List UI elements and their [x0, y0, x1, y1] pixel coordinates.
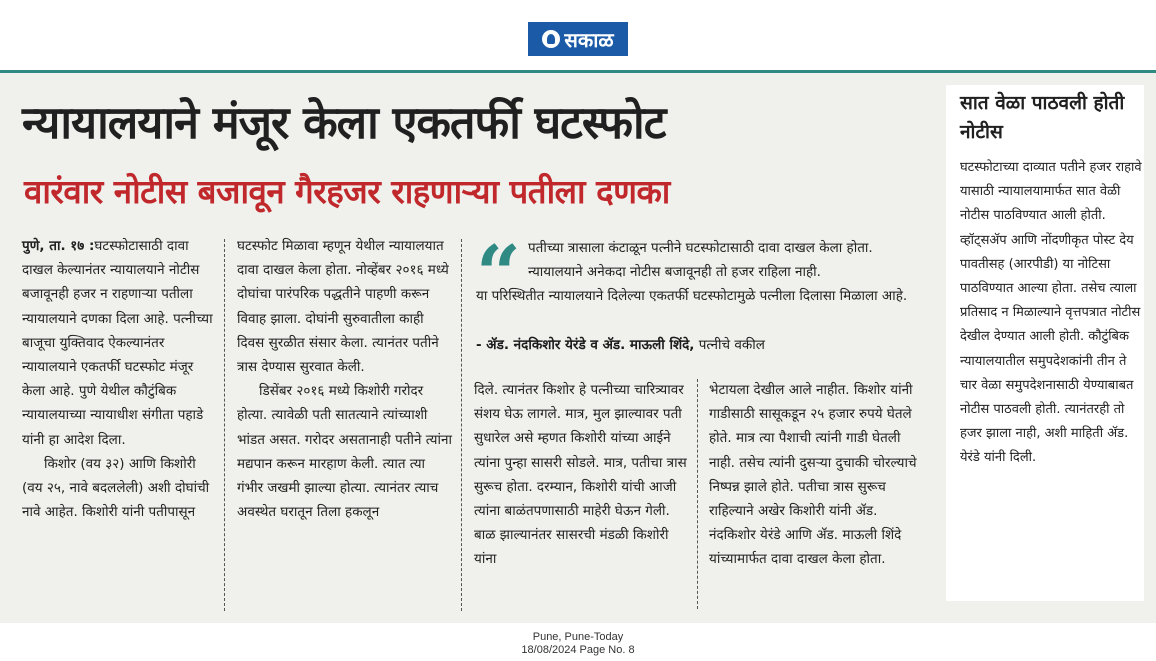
- sidebar-box: [946, 85, 1144, 601]
- column-2-paragraph-1: घटस्फोट मिळावा म्हणून येथील न्यायालयात दावा दाखल केला होता. नोव्हेंबर २०१६ मध्ये दोघांचा पारंपरिक पद्धतीने पाहणी करून विवाह झाला. दोघांनी सुरुवातीला काही दिवस सुरळीत संसार केला. त्यानंतर पतीने त्रास देण्यास सुरवात केली.: [237, 238, 449, 376]
- article-column-4: [709, 378, 923, 572]
- dateline: पुणे, ता. १७ :: [22, 238, 95, 254]
- subheadline: वारंवार नोटीस बजावून गैरहजर राहणाऱ्या पतीला दणका: [24, 172, 670, 211]
- article-column-3: [474, 378, 688, 572]
- column-2-paragraph-2: डिसेंबर २०१६ मध्ये किशोरी गरोदर होत्या. त्यावेळी पती सातत्याने त्यांच्याशी भांडत असत. गरोदर असतानाही पतीने त्यांना मद्यपान करून मारहाण केली. त्यात त्या गंभीर जखमी झाल्या होत्या. त्यानंतर त्याच अवस्थेत घरातून तिला हकलून: [237, 383, 452, 521]
- column-divider: [461, 239, 462, 611]
- sidebar-title: सात वेळा पाठवली होती नोटीस: [960, 92, 1125, 143]
- quote-author-role: पत्नीचे वकील: [694, 337, 765, 353]
- column-4-paragraph: भेटायला देखील आले नाहीत. किशोर यांनी गाडीसाठी सासूकडून २५ हजार रुपये घेतले होते. मात्र त्या पैशाची त्यांनी गाडी घेतली नाही. तसेच त्यांनी दुसऱ्या दुचाकी चोरल्याचे निष्पन्न झाले होते. पतीचा त्रास सुरूच राहिल्याने अखेर किशोरी यांनी ॲड. नंदकिशोर येरंडे आणि ॲड. माऊली शिंदे यांच्यामार्फत दावा दाखल केला होता.: [709, 382, 917, 568]
- logo-text: सकाळ: [564, 27, 614, 52]
- column-divider: [224, 239, 225, 611]
- page-footer: [0, 623, 1156, 661]
- article-column-1: [22, 234, 214, 524]
- quote-mark-icon: “: [476, 229, 521, 320]
- column-1-paragraph-1: घटस्फोटासाठी दावा दाखल केल्यानंतर न्यायालयाने नोटीस बजावूनही हजर न राहणाऱ्या पतीला न्यायालयाने दणका दिला आहे. पत्नीच्या बाजूचा युक्तिवाद ऐकल्यानंतर न्यायालयाने एकतर्फी घटस्फोट मंजूर केला आहे. पुणे येथील कौटुंबिक न्यायालयाच्या न्यायाधीश संगीता पहाडे यांनी हा आदेश दिला.: [22, 238, 213, 448]
- quote-attribution: [476, 333, 916, 357]
- newspaper-logo[interactable]: [528, 22, 628, 56]
- footer-date-page: 18/08/2024 Page No. 8: [521, 644, 635, 656]
- column-3-paragraph: दिले. त्यानंतर किशोर हे पत्नीच्या चारित्र्यावर संशय घेऊ लागले. मात्र, मुल झाल्यावर पती सुधारेल असे म्हणत किशोरी यांच्या आईने त्यांना पुन्हा सासरी सोडले. मात्र, पतीचा त्रास सुरूच होता. दरम्यान, किशोरी यांची आजी त्यांना बाळंतपणासाठी माहेरी घेऊन गेली. बाळ झाल्यानंतर सासरची मंडळी किशोरी यांना: [474, 382, 687, 568]
- column-divider: [697, 379, 698, 609]
- article-column-2: [237, 234, 453, 524]
- footer-edition: Pune, Pune-Today: [532, 631, 624, 643]
- sidebar-body: घटस्फोटाच्या दाव्यात पतीने हजर राहावे यासाठी न्यायालयामार्फत सात वेळी नोटीस पाठविण्यात आली होती. व्हॉट्सॲप आणि नोंदणीकृत पोस्ट देय पावतीसह (आरपीडी) या नोटिसा पाठविण्यात आल्या होता. तसेच त्याला प्रतिसाद न मिळाल्याने वृत्तपत्रात नोटीस देखील देण्यात आली होती. कौटुंबिक न्यायालयातील समुपदेशकांनी तीन ते चार वेळा समुपदेशनासाठी येण्याबाबत नोटीस पाठवली होती. त्यानंतरही तो हजर झाला नाही, अशी माहिती ॲड. येरंडे यांनी दिली.: [960, 160, 1142, 466]
- article-clipping: [0, 73, 1156, 623]
- quote-text: पतीच्या त्रासाला कंटाळून पत्नीने घटस्फोटासाठी दावा दाखल केला होता. न्यायालयाने अनेकदा नोटीस बजावूनही तो हजर राहिला नाही.: [528, 240, 873, 281]
- quote-author-name: - ॲड. नंदकिशोर येरंडे व ॲड. माऊली शिंदे,: [476, 337, 695, 353]
- headline: न्यायालयाने मंजूर केला एकतर्फी घटस्फोट: [22, 96, 666, 149]
- quote-text-continued: या परिस्थितीत न्यायालयाने दिलेल्या एकतर्फी घटस्फोटामुळे पत्नीला दिलासा मिळाला आहे.: [476, 288, 908, 304]
- masthead: [0, 0, 1156, 72]
- logo-emblem-icon: [542, 30, 560, 48]
- column-1-paragraph-2: किशोर (वय ३२) आणि किशोरी (वय २५, नावे बदललेली) अशी दोघांची नावे आहेत. किशोरी यांनी पतीपासून: [22, 455, 210, 521]
